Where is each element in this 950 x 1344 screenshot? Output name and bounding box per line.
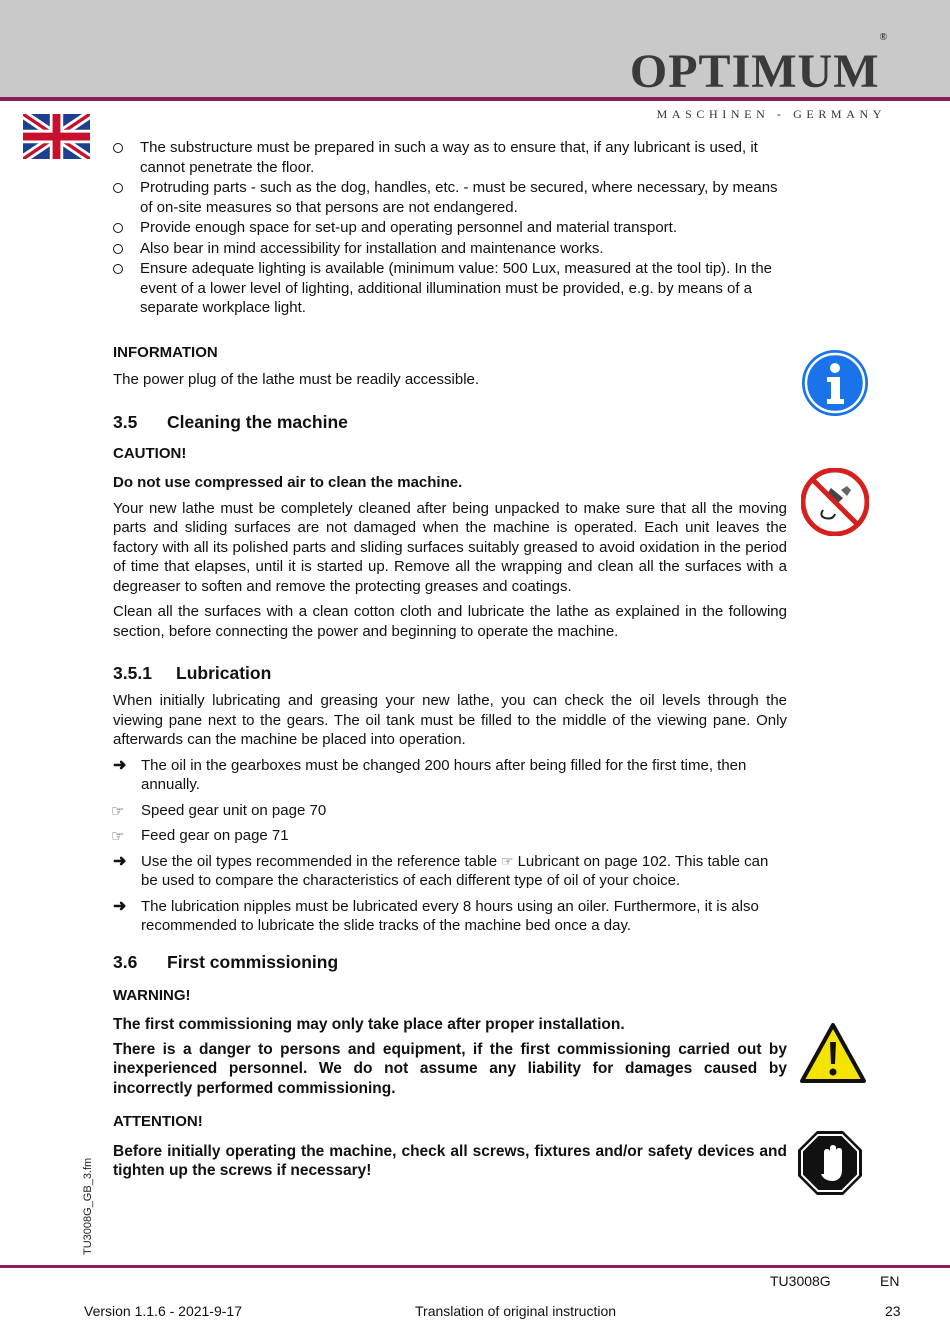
- logo-tagline: MASCHINEN - GERMANY: [656, 107, 886, 121]
- reference-link[interactable]: Lubricant on page 102. This table can be used to compare the characteristics of each different type of oil of your choice.: [141, 852, 769, 889]
- optimum-logo: [629, 32, 888, 98]
- caution-text: Do not use compressed air to clean the machine.: [113, 474, 463, 491]
- list-item: Provide enough space for set-up and operating personnel and material transport.: [113, 218, 787, 238]
- footer-language: EN: [880, 1273, 900, 1289]
- list-item: [113, 826, 787, 846]
- list-item: ➜ The lubrication nipples must be lubricated every 8 hours using an oiler. Furthermore, it is also recommended to lubricate the slide tracks of the machine bed once a day.: [113, 897, 759, 934]
- circle-bullet-icon: [113, 244, 123, 254]
- footer-model: TU3008G: [770, 1273, 831, 1289]
- arrow-right-icon: ➜: [113, 852, 127, 870]
- cleaning-paragraph-1: Your new lathe must be completely cleaned after being unpacked to make sure that all the moving parts and sliding surfaces are not damaged when the machine is operated. Each unit leaves the factory with all its polished parts and sliding surfaces suitably greased to avoid oxidation in the period of time that elapses, until it is started up. Remove all the wrapping and clean all the surfaces with a degreaser to soften and remove the protecting greases and coatings.: [113, 499, 787, 595]
- circle-bullet-icon: [113, 223, 123, 233]
- list-item: Ensure adequate lighting is available (minimum value: 500 Lux, measured at the tool tip). In the event of a lower level of lighting, additional illumination must be provided, e.g. by means of a separate workplace light.: [113, 259, 787, 318]
- section-3-5-1-heading: 3.5.1 Lubrication: [113, 663, 272, 683]
- uk-flag-icon: [23, 114, 90, 159]
- information-text: The power plug of the lathe must be readily accessible.: [113, 371, 480, 388]
- page-content: [113, 138, 787, 1181]
- intro-bullet-list: [113, 138, 787, 318]
- reference-link[interactable]: Speed gear unit on page 70: [141, 801, 327, 819]
- footer-version: Version 1.1.6 - 2021-9-17: [84, 1303, 242, 1319]
- list-item: The substructure must be prepared in such a way as to ensure that, if any lubricant is used, it cannot penetrate the floor.: [113, 138, 787, 177]
- warning-triangle-icon: [799, 1022, 867, 1084]
- list-item: Protruding parts - such as the dog, handles, etc. - must be secured, where necessary, by means of on-site measures so that persons are not endangered.: [113, 178, 787, 217]
- pointing-hand-icon: ☞: [501, 852, 514, 869]
- information-heading: INFORMATION: [113, 343, 218, 361]
- arrow-right-icon: ➜: [113, 756, 127, 774]
- section-3-5-heading: 3.5 Cleaning the machine: [113, 411, 348, 432]
- file-label: TU3008G_GB_3.fm: [82, 1157, 94, 1255]
- page-number: 23: [885, 1303, 901, 1319]
- warning-heading: WARNING!: [113, 986, 191, 1004]
- attention-text: Before initially operating the machine, check all screws, fixtures and/or safety devices and tighten up the screws if necessary!: [113, 1142, 787, 1179]
- lubrication-list: [113, 756, 787, 936]
- list-item: Also bear in mind accessibility for installation and maintenance works.: [113, 239, 787, 259]
- list-item: ➜ The oil in the gearboxes must be changed 200 hours after being filled for the first time, then annually.: [113, 756, 747, 793]
- warning-text-1: The first commissioning may only take place after proper installation.: [113, 1016, 625, 1033]
- attention-heading: ATTENTION!: [113, 1113, 203, 1130]
- circle-bullet-icon: [113, 183, 123, 193]
- footer-translation-note: Translation of original instruction: [415, 1303, 617, 1319]
- arrow-right-icon: ➜: [113, 897, 127, 915]
- caution-heading: CAUTION!: [113, 444, 187, 462]
- circle-bullet-icon: [113, 143, 123, 153]
- lubrication-paragraph: When initially lubricating and greasing your new lathe, you can check the oil levels through the viewing pane next to the gears. The oil tank must be filled to the middle of the viewing pane. Only afterwards can the machine be placed into operation.: [113, 692, 787, 748]
- footer-rule: [0, 1265, 950, 1268]
- stop-hand-icon: [797, 1130, 863, 1196]
- logo-mark: ®: [879, 32, 888, 43]
- cleaning-paragraph-2: Clean all the surfaces with a clean cotton cloth and lubricate the lathe as explained in the following section, before connecting the power and beginning to operate the machine.: [113, 603, 787, 640]
- pointing-hand-icon: ☞: [111, 828, 125, 845]
- no-compressed-air-icon: [801, 468, 869, 536]
- reference-link[interactable]: Feed gear on page 71: [141, 827, 289, 844]
- circle-bullet-icon: [113, 264, 123, 274]
- logo-text: OPTIMUM: [629, 45, 880, 98]
- section-3-6-heading: 3.6 First commissioning: [113, 951, 339, 972]
- list-item: [113, 801, 787, 821]
- information-icon: [801, 349, 869, 417]
- warning-text-2: There is a danger to persons and equipment, if the first commissioning carried out by inexperienced personnel. We do not assume any liability for damages caused by incorrectly performed commissioning.: [113, 1040, 787, 1097]
- list-item: ➜ Use the oil types recommended in the reference table ☞ Lubricant on page 102. This table can be used to compare the characteristics of each different type of oil of your choice.: [113, 852, 769, 889]
- pointing-hand-icon: ☞: [111, 802, 125, 820]
